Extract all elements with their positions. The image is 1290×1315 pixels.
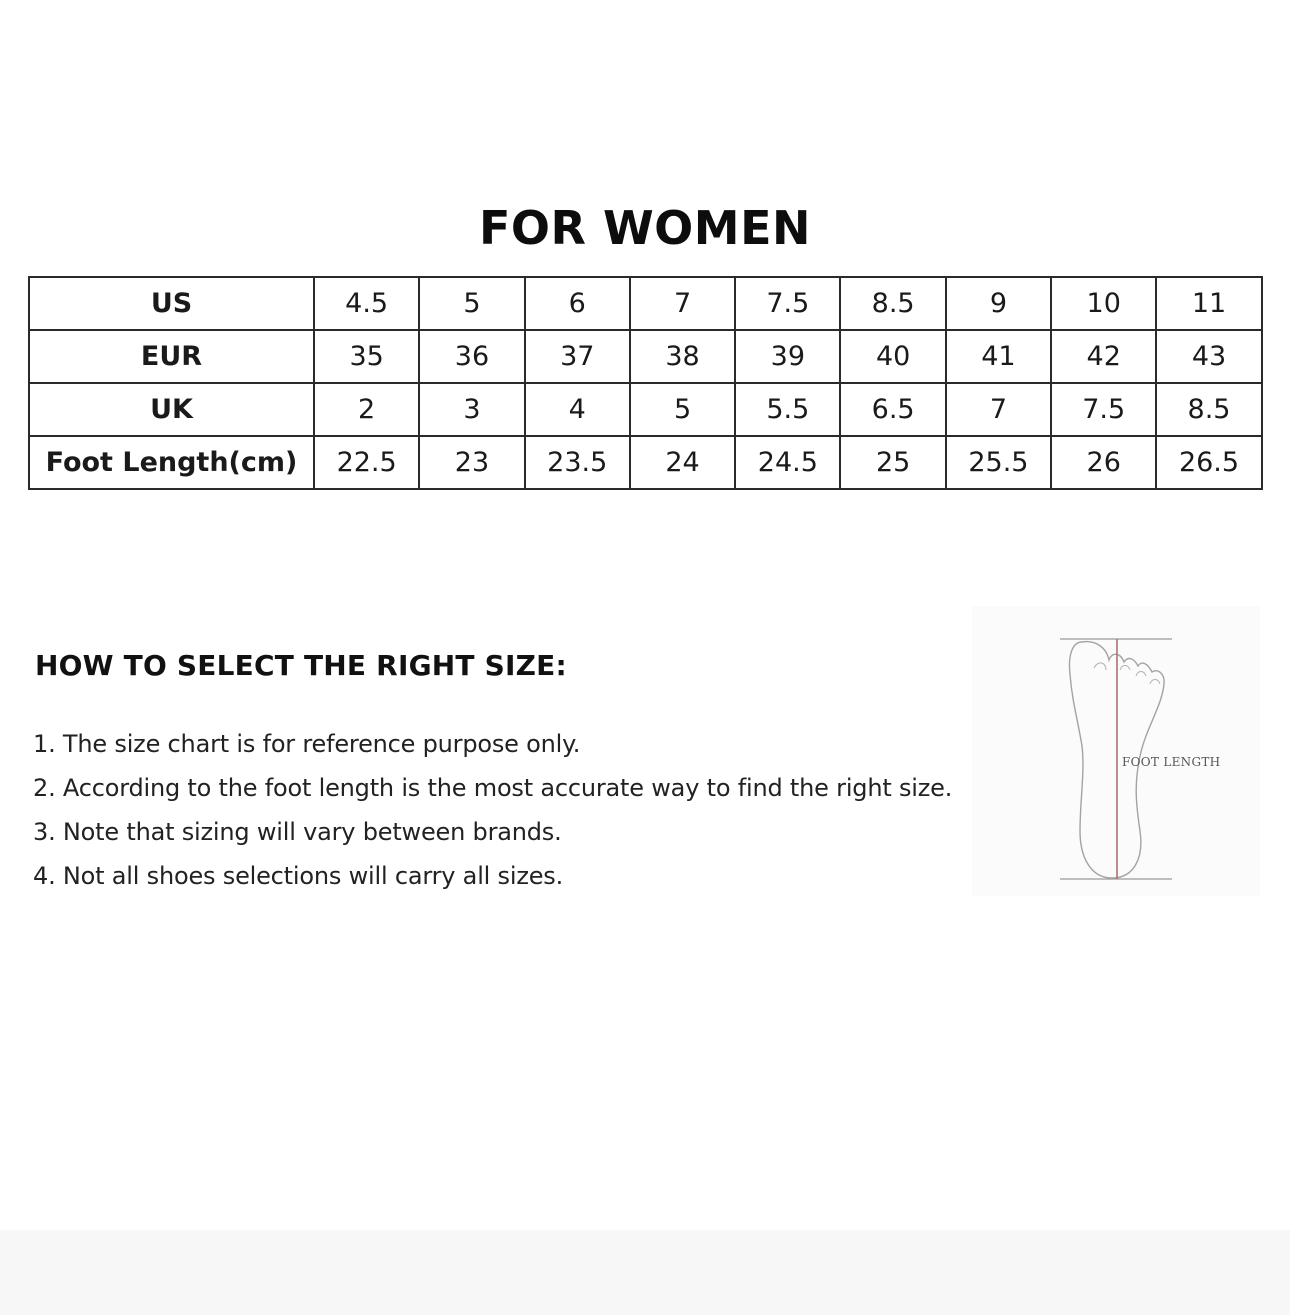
- size-cell: 24.5: [735, 436, 840, 489]
- size-cell: 7: [946, 383, 1051, 436]
- table-row-eur: [29, 330, 1262, 383]
- size-cell: 11: [1156, 277, 1261, 330]
- size-cell: 5: [630, 383, 735, 436]
- page-title: FOR WOMEN: [478, 201, 811, 255]
- size-cell: 8.5: [1156, 383, 1261, 436]
- size-cell: 7.5: [1051, 383, 1156, 436]
- size-cell: 26.5: [1156, 436, 1261, 489]
- size-cell: 4: [525, 383, 630, 436]
- row-label: UK: [29, 383, 314, 436]
- size-cell: 6.5: [840, 383, 945, 436]
- size-guide-list: [33, 722, 952, 898]
- row-label: US: [29, 277, 314, 330]
- size-cell: 43: [1156, 330, 1261, 383]
- foot-length-label: FOOT LENGTH: [1122, 755, 1221, 769]
- size-cell: 35: [314, 330, 419, 383]
- size-cell: 42: [1051, 330, 1156, 383]
- size-cell: 38: [630, 330, 735, 383]
- size-cell: 25: [840, 436, 945, 489]
- list-item: 3. Note that sizing will vary between brands.: [33, 818, 562, 846]
- size-cell: 24: [630, 436, 735, 489]
- size-cell: 9: [946, 277, 1051, 330]
- foot-outline-icon: [972, 606, 1260, 896]
- row-label: Foot Length(cm): [29, 436, 314, 489]
- table-row-foot-length: [29, 436, 1262, 489]
- size-cell: 5.5: [735, 383, 840, 436]
- size-cell: 41: [946, 330, 1051, 383]
- size-cell: 40: [840, 330, 945, 383]
- size-cell: 7: [630, 277, 735, 330]
- list-item: 2. According to the foot length is the most accurate way to find the right size.: [33, 774, 953, 802]
- size-cell: 8.5: [840, 277, 945, 330]
- size-cell: 3: [419, 383, 524, 436]
- size-cell: 6: [525, 277, 630, 330]
- size-cell: 26: [1051, 436, 1156, 489]
- size-cell: 4.5: [314, 277, 419, 330]
- size-cell: 10: [1051, 277, 1156, 330]
- size-cell: 25.5: [946, 436, 1051, 489]
- size-cell: 5: [419, 277, 524, 330]
- footer-band: [0, 1230, 1290, 1315]
- size-cell: 23: [419, 436, 524, 489]
- size-cell: 22.5: [314, 436, 419, 489]
- table-row-uk: [29, 383, 1262, 436]
- list-item: 4. Not all shoes selections will carry all sizes.: [33, 862, 564, 890]
- size-chart-table: [28, 276, 1263, 490]
- size-cell: 23.5: [525, 436, 630, 489]
- size-cell: 36: [419, 330, 524, 383]
- foot-length-diagram: [972, 606, 1260, 896]
- row-label: EUR: [29, 330, 314, 383]
- size-cell: 37: [525, 330, 630, 383]
- size-cell: 39: [735, 330, 840, 383]
- size-guide-heading: HOW TO SELECT THE RIGHT SIZE:: [35, 649, 567, 682]
- table-row-us: [29, 277, 1262, 330]
- list-item: 1. The size chart is for reference purpose only.: [33, 730, 581, 758]
- size-cell: 2: [314, 383, 419, 436]
- size-cell: 7.5: [735, 277, 840, 330]
